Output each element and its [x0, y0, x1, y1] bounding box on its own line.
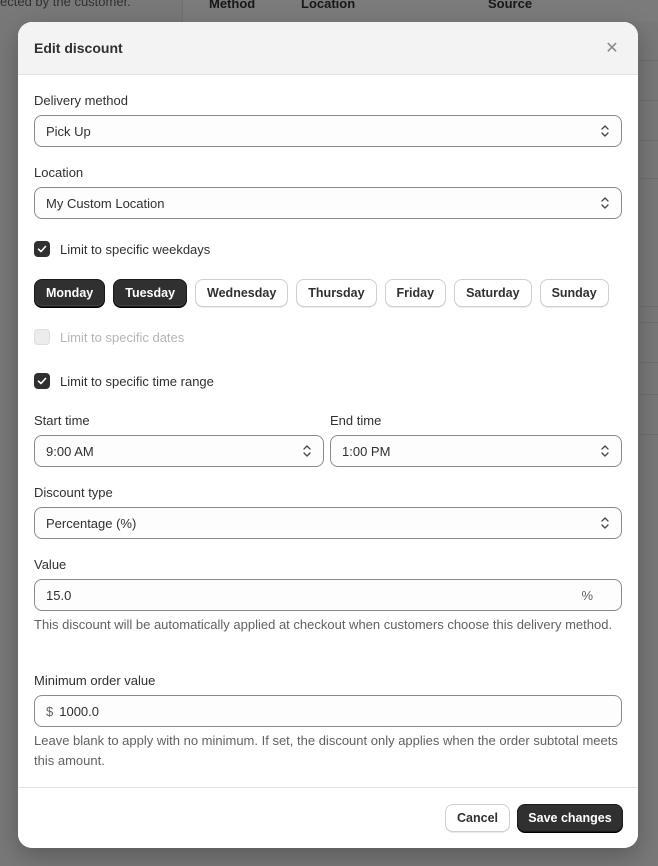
weekday-buttons	[34, 279, 609, 307]
limit-weekdays-row	[34, 241, 210, 257]
dollar-prefix: $	[46, 703, 54, 719]
modal-header	[18, 22, 638, 75]
modal-title: Edit discount	[34, 40, 123, 56]
end-time-select[interactable]	[330, 435, 622, 467]
value-input[interactable]	[34, 579, 622, 611]
weekday-friday-button[interactable]: Friday	[385, 279, 447, 307]
minimum-order-help-text: Leave blank to apply with no minimum. If set, the discount only applies when the order subtotal meets this amount.	[34, 733, 618, 768]
limit-time-label: Limit to specific time range	[60, 373, 214, 389]
discount-type-select[interactable]	[34, 507, 622, 539]
delivery-method-select[interactable]	[34, 115, 622, 147]
end-time-label: End time	[330, 413, 382, 428]
weekday-saturday-button[interactable]: Saturday	[454, 279, 532, 307]
chevron-up-down-icon	[600, 124, 610, 138]
limit-dates-label: Limit to specific dates	[60, 329, 185, 345]
limit-dates-checkbox	[34, 329, 50, 345]
weekday-sunday-button[interactable]: Sunday	[540, 279, 609, 307]
limit-weekdays-checkbox[interactable]	[34, 241, 50, 257]
start-time-label: Start time	[34, 413, 90, 428]
discount-type-value: Percentage (%)	[46, 515, 137, 531]
limit-time-checkbox[interactable]	[34, 373, 50, 389]
location-value: My Custom Location	[46, 195, 165, 211]
value-input-text: 15.0	[46, 587, 72, 603]
location-label: Location	[34, 165, 84, 180]
limit-time-row	[34, 373, 214, 389]
modal-footer	[18, 787, 638, 848]
checkmark-icon	[37, 376, 47, 386]
discount-type-label: Discount type	[34, 485, 113, 500]
chevron-up-down-icon	[600, 516, 610, 530]
chevron-up-down-icon	[600, 196, 610, 210]
start-time-value: 9:00 AM	[46, 443, 94, 459]
value-help-text: This discount will be automatically applied at checkout when customers choose this delivery method.	[34, 617, 613, 632]
weekday-tuesday-button[interactable]: Tuesday	[113, 279, 187, 307]
end-time-value: 1:00 PM	[342, 443, 391, 459]
weekday-thursday-button[interactable]: Thursday	[296, 279, 376, 307]
delivery-method-label: Delivery method	[34, 93, 128, 108]
minimum-order-label: Minimum order value	[34, 673, 156, 688]
minimum-order-input-text: 1000.0	[59, 703, 99, 719]
weekday-monday-button[interactable]: Monday	[34, 279, 105, 307]
value-label: Value	[34, 557, 67, 572]
checkmark-icon	[37, 244, 47, 254]
close-icon[interactable]: ✕	[605, 40, 619, 57]
weekday-wednesday-button[interactable]: Wednesday	[195, 279, 288, 307]
delivery-method-value: Pick Up	[46, 123, 91, 139]
limit-weekdays-label: Limit to specific weekdays	[60, 241, 211, 257]
save-changes-button[interactable]: Save changes	[517, 804, 623, 832]
chevron-up-down-icon	[600, 444, 610, 458]
cancel-button[interactable]: Cancel	[445, 804, 510, 832]
start-time-select[interactable]	[34, 435, 324, 467]
percent-suffix: %	[581, 587, 593, 603]
limit-dates-row	[34, 329, 184, 345]
chevron-up-down-icon	[302, 444, 312, 458]
location-select[interactable]	[34, 187, 622, 219]
minimum-order-input[interactable]	[34, 695, 622, 727]
edit-discount-modal	[18, 22, 638, 848]
